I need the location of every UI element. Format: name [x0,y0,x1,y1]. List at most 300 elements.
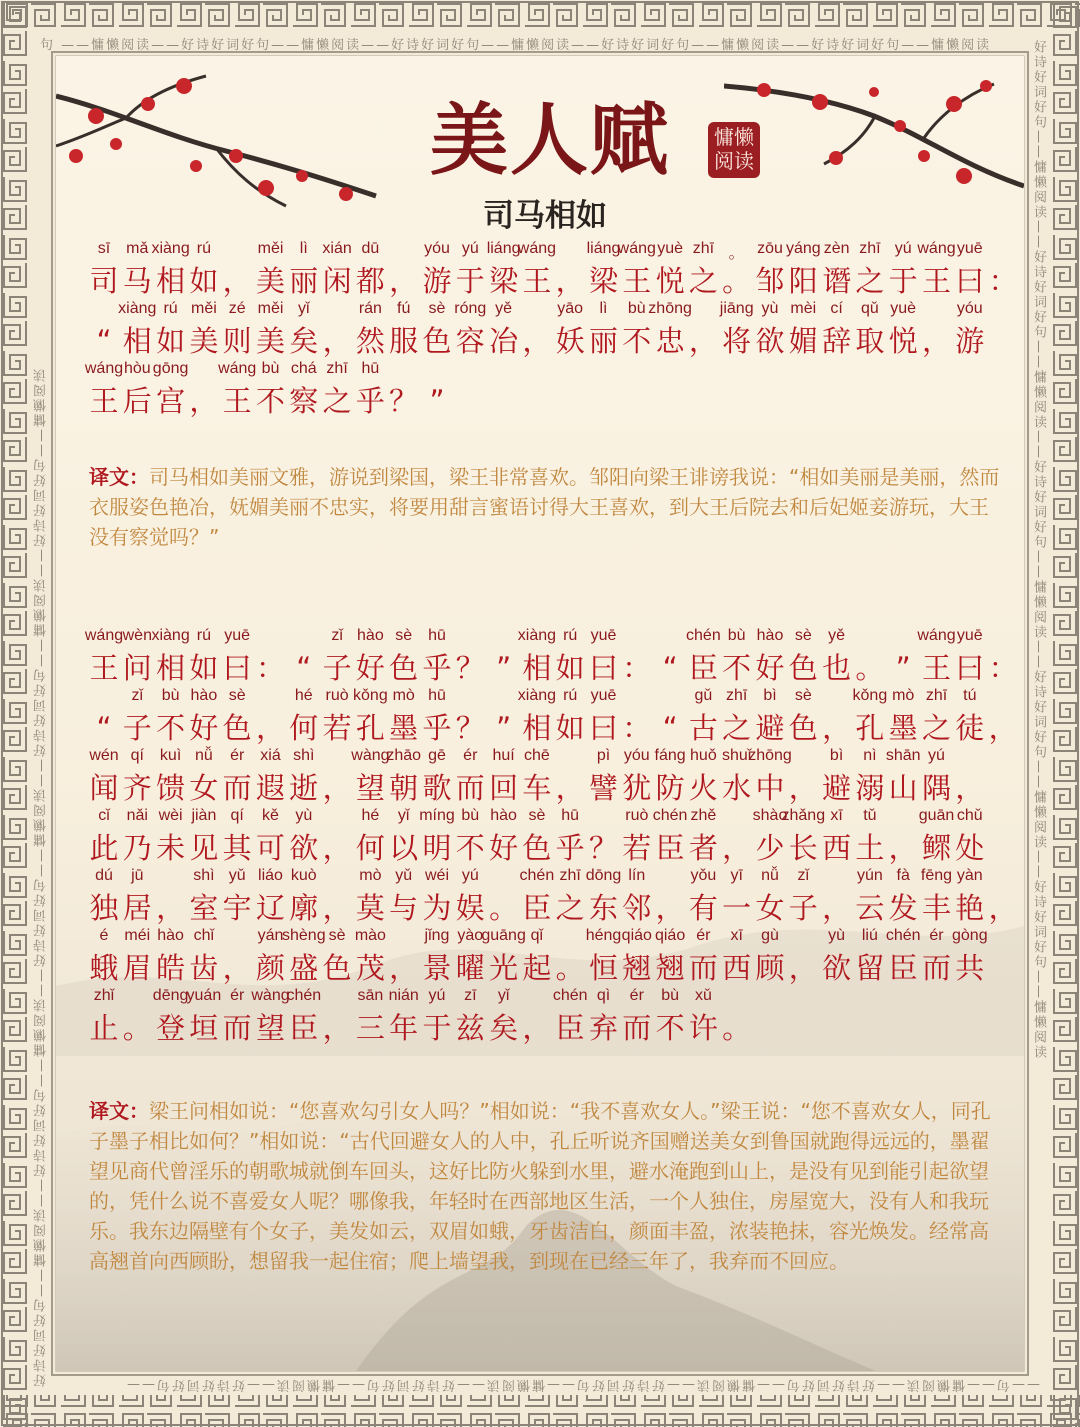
hanzi: 颜 [255,951,285,985]
hanzi: 欲 [822,951,852,985]
pinyin: wàng [351,747,390,764]
pinyin: guāng [481,927,526,944]
pinyin: zhǐ [93,987,115,1004]
hanzi: 发 [888,891,918,925]
char-cell [954,300,986,358]
original-line [84,627,1023,689]
hanzi: 好 [489,831,519,865]
pinyin: wáng [917,627,956,644]
hanzi: 曰 [588,651,618,685]
pinyin: qì [596,987,611,1004]
pinyin: 。 [728,245,745,262]
hanzi: 王 [622,264,652,298]
pinyin: mò [392,687,415,704]
hanzi: 而 [222,1011,252,1045]
hanzi: ， [389,951,419,985]
hanzi: 为 [422,891,452,925]
hanzi: 明 [422,831,452,865]
hanzi: ： [988,264,1018,298]
char-cell [987,627,1019,685]
hanzi: 可 [255,831,285,865]
pinyin: chén [885,927,921,944]
hanzi: 何 [289,711,319,745]
pinyin: yú [428,987,446,1004]
original-line [88,867,1023,929]
original-line [88,300,1023,362]
hanzi: 弃 [588,1011,618,1045]
pinyin: kě [262,807,279,824]
hanzi: 色 [788,711,818,745]
hanzi: 王 [89,384,119,418]
pinyin: guān [918,807,955,824]
pinyin: liáng [586,240,621,257]
pinyin: chén [686,627,721,644]
original-line [88,240,1023,302]
hanzi: 少 [755,831,785,865]
hanzi: “ [96,711,112,745]
hanzi: 如 [189,651,219,685]
hanzi: 顾 [755,951,785,985]
pinyin: yuē [956,240,983,257]
hanzi: 美 [255,264,285,298]
pinyin: yuán [186,987,222,1004]
pinyin: yǔ [228,867,246,884]
hanzi: 孔 [355,711,385,745]
pinyin: yún [856,867,883,884]
pinyin: yuē [224,627,251,644]
char-cell [987,687,1019,745]
original-line [88,987,1023,1049]
hanzi: 墨 [888,711,918,745]
pinyin: nǎi [126,807,148,824]
pinyin: yù [295,807,313,824]
hanzi: 共 [955,951,985,985]
pinyin: qí [230,807,244,824]
hanzi: 曜 [455,951,485,985]
pinyin: dú [95,867,113,884]
hanzi: 察 [289,384,319,418]
char-cell [421,360,453,418]
hanzi: 子 [122,711,152,745]
hanzi: 譬 [588,771,618,805]
pinyin: yóu [956,300,983,317]
hanzi: 回 [489,771,519,805]
pinyin: xiá [260,747,281,764]
pinyin: xiàng [151,240,190,257]
pinyin: é [99,927,109,944]
pinyin: lì [299,240,308,257]
pinyin: zé [228,300,246,317]
hanzi: 歌 [422,771,452,805]
hanzi: 避 [822,771,852,805]
hanzi: 问 [122,651,152,685]
hanzi: 留 [855,951,885,985]
pinyin: yào [457,927,484,944]
hanzi: 年 [389,1011,419,1045]
pinyin: hé [361,807,380,824]
pinyin: yán [257,927,284,944]
pinyin: yàn [956,867,983,884]
hanzi: 。 [555,951,585,985]
hanzi: 中 [755,771,785,805]
pinyin: sè [328,927,346,944]
pinyin: liú [861,927,878,944]
pinyin: zhī [925,687,948,704]
hanzi: 欲 [755,324,785,358]
pinyin: bì [763,687,777,704]
hanzi: 色 [522,831,552,865]
hanzi: 相 [122,324,152,358]
hanzi: 闻 [89,771,119,805]
hanzi: 于 [422,1011,452,1045]
pinyin: xī [830,807,843,824]
hanzi: 于 [888,264,918,298]
pinyin: ér [230,987,245,1004]
hanzi: 辽 [255,891,285,925]
hanzi: 相 [522,711,552,745]
hanzi: ， [822,891,852,925]
hanzi: 。 [855,651,885,685]
pinyin: yǐ [397,807,410,824]
hanzi: 馈 [156,771,186,805]
hanzi: 车 [522,771,552,805]
hanzi: ： [255,651,285,685]
watermark-left: 好诗好词好句——慵懒阅读——好诗好词好句——慵懒阅读——好诗好词好句——慵懒阅读——好诗好词好句——慵懒阅读——好诗好词好句——慵懒阅读 [34,367,49,1387]
hanzi: 而 [688,951,718,985]
hanzi: 室 [189,891,219,925]
pinyin: wàng [251,987,290,1004]
hanzi: 相 [522,651,552,685]
hanzi: 乎 [555,831,585,865]
hanzi: ， [222,264,252,298]
hanzi: 游 [955,324,985,358]
hanzi: 三 [355,1011,385,1045]
pinyin: yù [761,300,779,317]
pinyin: yuē [590,627,617,644]
hanzi: 长 [788,831,818,865]
hanzi: 辞 [822,324,852,358]
pinyin: yǐ [298,300,310,317]
pinyin [934,747,1006,771]
pinyin: měi [257,240,284,257]
plum-branch-left [56,56,386,226]
pinyin: yǐ [497,987,510,1004]
pinyin: sè [228,687,246,704]
pinyin: xǔ [694,987,712,1004]
pinyin: zī [464,987,477,1004]
hanzi: ， [322,891,352,925]
watermark-right: 好诗好词好句——慵懒阅读——好诗好词好句——慵懒阅读——好诗好词好句——慵懒阅读——好诗好词好句——慵懒阅读——好诗好词好句——慵懒阅读 [1031,40,1046,1060]
hanzi: 若 [622,831,652,865]
pinyin: qiáo [654,927,686,944]
hanzi: 游 [422,264,452,298]
hanzi: 茂 [355,951,385,985]
pinyin: shuǐ [722,747,752,764]
pinyin: zhī [726,687,748,704]
pinyin: bù [661,987,679,1004]
pinyin: qí [130,747,144,764]
pinyin: qiáo [621,927,652,944]
hanzi: 何 [355,831,385,865]
hanzi: ， [322,771,352,805]
pinyin: zǐ [797,867,810,884]
pinyin: jū [131,867,144,884]
hanzi: 丽 [588,324,618,358]
hanzi: 而 [455,771,485,805]
pinyin: nǚ [761,867,779,884]
hanzi: 不 [156,711,186,745]
hanzi: 悦 [888,324,918,358]
pinyin: xī [730,927,743,944]
pinyin: zhī [859,240,881,257]
hanzi: ， [888,831,918,865]
pinyin: fú [397,300,411,317]
hanzi: 之 [555,891,585,925]
hanzi: 孔 [855,711,885,745]
pinyin: nián [388,987,419,1004]
pinyin: hào [490,807,517,824]
hanzi: 女 [189,771,219,805]
pinyin: mò [892,687,915,704]
hanzi: 登 [156,1011,186,1045]
hanzi: 子 [788,891,818,925]
hanzi: ： [622,651,652,685]
hanzi: ， [955,771,985,805]
pinyin: xiàng [151,627,190,644]
hanzi: 妖 [555,324,585,358]
hanzi: ， [255,711,285,745]
pinyin: fēng [920,867,953,884]
pinyin: liáng [486,240,521,257]
hanzi: ， [988,891,1018,925]
translation-text: 梁王问相如说：“您喜欢勾引女人吗？”相如说：“我不喜欢女人。”梁王说：“您不喜欢女人，同孔子墨子相比如何？”相如说：“古代回避女人的人中，孔丘听说齐国赠送美女到鲁国就跑得远远的，墨翟望见商代曾淫乐的朝歌城就倒车回头，这好比防火躲到水里，避水淹跑到山上，是没有见到能引起欲望的，凭什么说不喜爱女人呢？哪像我，年轻时在西部地区生活，一个人独住，房屋宽大，没有人和我玩乐。我东边隔壁有个女子，美发如云，双眉如蛾，牙齿洁白，颜面丰盈，浓装艳抹，容光焕发。经常高高翘首向西顾盼，想留我一起住宿；爬上墙望我，到现在已经三年了，我弃而不回应。 [89,1099,991,1273]
poem-title: 美人赋 [430,95,671,186]
hanzi: 悦 [655,264,685,298]
pinyin: lín [628,867,646,884]
pinyin: tǔ [863,807,877,824]
pinyin: yú [894,240,912,257]
hanzi: 者 [688,831,718,865]
hanzi: 皓 [156,951,186,985]
pinyin: yǔ [395,867,413,884]
pinyin: zhōng [748,747,792,764]
hanzi: 之 [322,384,352,418]
hanzi: ， [722,831,752,865]
hanzi: 服 [389,324,419,358]
hanzi: 美 [255,324,285,358]
pinyin: bù [627,300,646,317]
hanzi: 冶 [489,324,519,358]
hanzi: 色 [422,324,452,358]
hanzi: 美 [189,324,219,358]
hanzi: 廓 [289,891,319,925]
seal-stamp: 慵懒阅读 [708,122,760,178]
hanzi: 兹 [455,1011,485,1045]
pinyin: yóu [623,747,650,764]
hanzi: 光 [489,951,519,985]
hanzi: 云 [855,891,885,925]
hanzi: 以 [389,831,419,865]
hanzi: 其 [222,831,252,865]
hanzi: 未 [156,831,186,865]
hanzi: 独 [89,891,119,925]
pinyin: chá [290,360,317,377]
pinyin: yuè [657,240,683,257]
hanzi: 色 [322,951,352,985]
hanzi: ， [156,891,186,925]
pinyin: sè [395,627,413,644]
pinyin: róng [454,300,487,317]
pinyin: zǐ [131,687,144,704]
hanzi: ” [895,651,911,685]
hanzi: 矣 [489,1011,519,1045]
hanzi: 臣 [522,891,552,925]
pinyin [967,627,1039,651]
hanzi: 起 [522,951,552,985]
hanzi: 如 [189,264,219,298]
hanzi: 犹 [622,771,652,805]
hanzi: 司 [89,264,119,298]
hanzi: 。 [122,1011,152,1045]
hanzi: 溺 [855,771,885,805]
hanzi: ， [555,771,585,805]
pinyin: huǒ [690,747,717,764]
pinyin: tú [963,687,977,704]
pinyin: wéi [424,867,449,884]
hanzi: 处 [955,831,985,865]
hanzi: 好 [355,651,385,685]
hanzi: 不 [622,324,652,358]
hanzi: 好 [755,651,785,685]
hanzi: 也 [822,651,852,685]
hanzi: 谮 [822,264,852,298]
pinyin: kǒng [852,687,888,704]
pinyin: zhǎng [781,807,826,824]
hanzi: 。 [722,264,752,298]
hanzi: 之 [688,264,718,298]
hanzi: 矣 [289,324,319,358]
hanzi: 居 [122,891,152,925]
hanzi: 宫 [156,384,186,418]
pinyin: qǐ [530,927,544,944]
translation-label: 译文： [89,1099,149,1123]
pinyin: cí [830,300,843,317]
char-cell [954,927,986,985]
hanzi: 王 [921,651,951,685]
pinyin: rú [196,627,211,644]
pinyin [967,687,1039,711]
pinyin: hào [357,627,384,644]
pinyin: rú [196,240,211,257]
hanzi: 不 [255,384,285,418]
pinyin: zhī [559,867,581,884]
translation-text: 司马相如美丽文雅，游说到梁国，梁王非常喜欢。邹阳向梁王诽谤我说：“相如美丽是美丽，然而衣服姿色艳冶，妩媚美丽不忠实，将要用甜言蜜语讨得大王喜欢，到大王后院去和后妃姬妾游玩，大王没有察觉吗？” [89,465,1000,549]
char-cell [721,987,753,1045]
pinyin: ruò [625,807,649,824]
hanzi: 色 [222,711,252,745]
original-line [88,807,1023,869]
pinyin: kuì [159,747,182,764]
hanzi: 于 [455,264,485,298]
pinyin: rú [163,300,178,317]
hanzi: 臣 [688,651,718,685]
pinyin: yú [461,240,479,257]
hanzi: ， [322,831,352,865]
hanzi: 艳 [955,891,985,925]
pinyin: zōu [757,240,783,257]
hanzi: ” [496,651,512,685]
hanzi: 王 [921,264,951,298]
hanzi: 王 [222,384,252,418]
hanzi: 将 [722,324,752,358]
pinyin [401,360,473,384]
pinyin: yù [828,927,846,944]
hanzi: 水 [722,771,752,805]
translation-label: 译文： [89,465,149,489]
hanzi: 垣 [189,1011,219,1045]
pinyin: shèng [282,927,326,944]
pinyin: ér [230,747,245,764]
hanzi: 西 [722,951,752,985]
hanzi: 此 [89,831,119,865]
hanzi: 恒 [588,951,618,985]
pinyin: mào [354,927,386,944]
hanzi: 景 [422,951,452,985]
hanzi: ， [222,951,252,985]
pinyin: wáng [517,240,557,257]
pinyin: xiàng [118,300,157,317]
watermark-bottom: ——句——慵懒阅读——好诗好词好句——慵懒阅读——好诗好词好句——慵懒阅读——好诗好词好句——慵懒阅读——好诗好词好句—— [124,1377,1040,1392]
pinyin: gù [761,927,779,944]
pinyin: yě [828,627,846,644]
pinyin: fà [896,867,910,884]
pinyin: kuò [290,867,317,884]
hanzi: 眉 [122,951,152,985]
pinyin: dōng [585,867,622,884]
pinyin [967,240,1039,264]
hanzi: 色 [389,651,419,685]
section-1-translation [89,462,1004,552]
hanzi: 如 [555,711,585,745]
pinyin: chén [286,987,322,1004]
hanzi: ， [921,324,951,358]
pinyin: pì [596,747,611,764]
hanzi: 梁 [588,264,618,298]
plum-branch-right [724,56,1024,226]
hanzi: 。 [489,891,519,925]
pinyin: wáng [84,627,124,644]
pinyin: jǐng [424,927,450,944]
pinyin: cǐ [98,807,110,824]
hanzi: 之 [921,711,951,745]
pinyin: gòng [952,927,988,944]
pinyin: yáng [785,240,821,257]
hanzi: ， [555,264,585,298]
hanzi: 乎 [422,651,452,685]
pinyin: rú [563,627,578,644]
hanzi: “ [96,324,112,358]
hanzi: ： [622,711,652,745]
hanzi: 一 [722,891,752,925]
hanzi: 邻 [622,891,652,925]
pinyin: dū [361,240,380,257]
hanzi: 而 [622,1011,652,1045]
pinyin: zǐ [331,627,343,644]
hanzi: 遐 [255,771,285,805]
pinyin: gōng [152,360,189,377]
hanzi: 隅 [921,771,951,805]
hanzi: 之 [722,711,752,745]
